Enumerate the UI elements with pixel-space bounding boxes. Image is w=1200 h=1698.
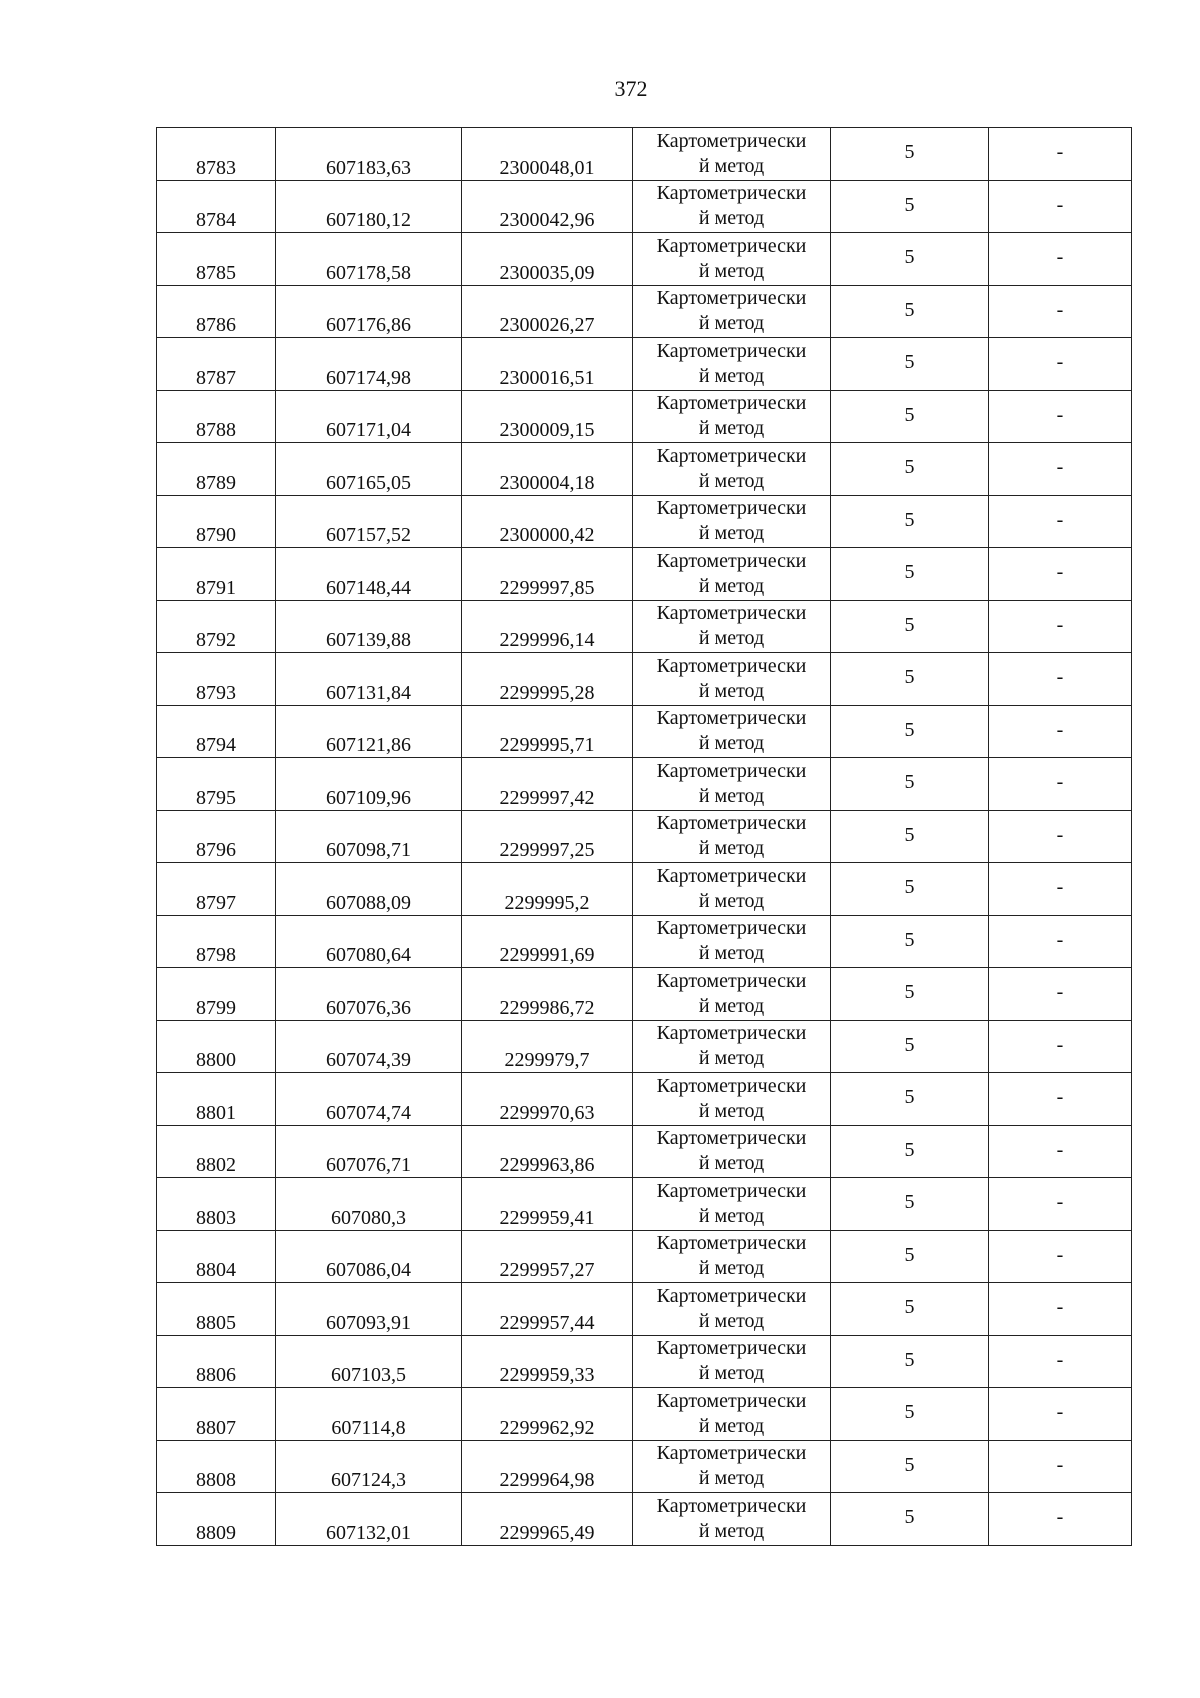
table-row [157,1230,1132,1283]
accuracy-cell: 5 [831,180,989,233]
x-coordinate-cell: 607088,09 [276,863,462,916]
table-row [157,1388,1132,1441]
point-number-cell: 8806 [157,1335,276,1388]
table-row [157,285,1132,338]
point-number-cell: 8788 [157,390,276,443]
method-line-1: Картометрически [656,1389,807,1412]
table-row [157,653,1132,706]
y-coordinate-cell: 2300000,42 [462,495,633,548]
description-cell: - [989,1335,1132,1388]
method-cell [633,1073,831,1126]
x-coordinate-cell: 607148,44 [276,548,462,601]
x-coordinate-cell: 607139,88 [276,600,462,653]
method-cell [633,1335,831,1388]
point-number-cell: 8809 [157,1493,276,1546]
method-cell [633,705,831,758]
coordinates-table-body [157,128,1132,1546]
description-cell: - [989,863,1132,916]
accuracy-cell: 5 [831,443,989,496]
point-number-cell: 8797 [157,863,276,916]
x-coordinate-cell: 607171,04 [276,390,462,443]
y-coordinate-cell: 2300009,15 [462,390,633,443]
x-coordinate-cell: 607174,98 [276,338,462,391]
method-line-1: Картометрически [656,392,807,415]
method-line-2: й метод [698,1204,765,1227]
method-line-2: й метод [698,207,765,230]
x-coordinate-cell: 607086,04 [276,1230,462,1283]
method-cell [633,443,831,496]
table-row [157,1178,1132,1231]
y-coordinate-cell: 2299986,72 [462,968,633,1021]
method-line-2: й метод [698,259,765,282]
x-coordinate-cell: 607178,58 [276,233,462,286]
method-line-1: Картометрически [656,969,807,992]
accuracy-cell: 5 [831,1178,989,1231]
table-row [157,128,1132,181]
description-cell: - [989,338,1132,391]
method-line-1: Картометрически [656,497,807,520]
table-row [157,863,1132,916]
accuracy-cell: 5 [831,1493,989,1546]
y-coordinate-cell: 2299957,44 [462,1283,633,1336]
method-line-1: Картометрически [656,654,807,677]
method-line-1: Картометрически [656,812,807,835]
x-coordinate-cell: 607076,71 [276,1125,462,1178]
point-number-cell: 8787 [157,338,276,391]
point-number-cell: 8808 [157,1440,276,1493]
method-line-1: Картометрически [656,1022,807,1045]
description-cell: - [989,1493,1132,1546]
method-cell [633,810,831,863]
point-number-cell: 8801 [157,1073,276,1126]
method-cell [633,915,831,968]
x-coordinate-cell: 607103,5 [276,1335,462,1388]
accuracy-cell: 5 [831,1073,989,1126]
table-row [157,1073,1132,1126]
y-coordinate-cell: 2299970,63 [462,1073,633,1126]
method-cell [633,495,831,548]
x-coordinate-cell: 607080,64 [276,915,462,968]
x-coordinate-cell: 607074,74 [276,1073,462,1126]
point-number-cell: 8789 [157,443,276,496]
point-number-cell: 8802 [157,1125,276,1178]
method-cell [633,338,831,391]
accuracy-cell: 5 [831,1440,989,1493]
accuracy-cell: 5 [831,1335,989,1388]
method-line-1: Картометрически [656,1494,807,1517]
method-cell [633,968,831,1021]
accuracy-cell: 5 [831,1283,989,1336]
method-line-2: й метод [698,679,765,702]
y-coordinate-cell: 2300035,09 [462,233,633,286]
description-cell: - [989,1020,1132,1073]
table-row [157,1125,1132,1178]
method-cell [633,1283,831,1336]
description-cell: - [989,968,1132,1021]
method-line-1: Картометрически [656,759,807,782]
method-line-1: Картометрически [656,864,807,887]
point-number-cell: 8793 [157,653,276,706]
coordinates-table [156,127,1132,1546]
method-line-2: й метод [698,1519,765,1542]
method-line-1: Картометрически [656,444,807,467]
description-cell: - [989,1283,1132,1336]
method-line-1: Картометрически [656,707,807,730]
accuracy-cell: 5 [831,600,989,653]
table-row [157,1020,1132,1073]
point-number-cell: 8786 [157,285,276,338]
y-coordinate-cell: 2299979,7 [462,1020,633,1073]
accuracy-cell: 5 [831,915,989,968]
method-line-1: Картометрически [656,602,807,625]
table-row [157,338,1132,391]
x-coordinate-cell: 607093,91 [276,1283,462,1336]
table-row [157,443,1132,496]
method-line-2: й метод [698,312,765,335]
x-coordinate-cell: 607121,86 [276,705,462,758]
description-cell: - [989,390,1132,443]
method-line-1: Картометрически [656,1127,807,1150]
method-line-2: й метод [698,837,765,860]
y-coordinate-cell: 2299997,85 [462,548,633,601]
method-cell [633,1230,831,1283]
method-cell [633,285,831,338]
method-line-2: й метод [698,574,765,597]
y-coordinate-cell: 2300026,27 [462,285,633,338]
table-row [157,1440,1132,1493]
description-cell: - [989,1388,1132,1441]
point-number-cell: 8799 [157,968,276,1021]
method-line-1: Картометрически [656,1074,807,1097]
x-coordinate-cell: 607080,3 [276,1178,462,1231]
accuracy-cell: 5 [831,705,989,758]
point-number-cell: 8785 [157,233,276,286]
method-line-2: й метод [698,1152,765,1175]
method-cell [633,1440,831,1493]
method-line-2: й метод [698,469,765,492]
y-coordinate-cell: 2299997,42 [462,758,633,811]
method-line-2: й метод [698,1414,765,1437]
method-cell [633,600,831,653]
y-coordinate-cell: 2299963,86 [462,1125,633,1178]
point-number-cell: 8792 [157,600,276,653]
method-line-1: Картометрически [656,1284,807,1307]
x-coordinate-cell: 607165,05 [276,443,462,496]
table-row [157,915,1132,968]
accuracy-cell: 5 [831,495,989,548]
method-line-2: й метод [698,1099,765,1122]
method-line-1: Картометрически [656,339,807,362]
method-line-2: й метод [698,1362,765,1385]
method-line-2: й метод [698,1257,765,1280]
method-line-1: Картометрически [656,549,807,572]
accuracy-cell: 5 [831,968,989,1021]
x-coordinate-cell: 607076,36 [276,968,462,1021]
accuracy-cell: 5 [831,1020,989,1073]
method-cell [633,548,831,601]
method-cell [633,1178,831,1231]
method-line-2: й метод [698,1309,765,1332]
method-line-2: й метод [698,784,765,807]
y-coordinate-cell: 2299959,33 [462,1335,633,1388]
description-cell: - [989,495,1132,548]
x-coordinate-cell: 607176,86 [276,285,462,338]
accuracy-cell: 5 [831,390,989,443]
y-coordinate-cell: 2299995,2 [462,863,633,916]
method-cell [633,1020,831,1073]
point-number-cell: 8784 [157,180,276,233]
method-line-2: й метод [698,522,765,545]
method-line-1: Картометрически [656,1337,807,1360]
accuracy-cell: 5 [831,285,989,338]
method-cell [633,180,831,233]
y-coordinate-cell: 2299995,28 [462,653,633,706]
y-coordinate-cell: 2300004,18 [462,443,633,496]
description-cell: - [989,915,1132,968]
method-line-2: й метод [698,1467,765,1490]
method-cell [633,128,831,181]
table-row [157,495,1132,548]
table-row [157,758,1132,811]
point-number-cell: 8804 [157,1230,276,1283]
method-line-1: Картометрически [656,129,807,152]
method-line-2: й метод [698,994,765,1017]
point-number-cell: 8790 [157,495,276,548]
method-line-2: й метод [698,1047,765,1070]
description-cell: - [989,653,1132,706]
method-line-2: й метод [698,154,765,177]
accuracy-cell: 5 [831,758,989,811]
method-line-2: й метод [698,627,765,650]
description-cell: - [989,180,1132,233]
method-line-2: й метод [698,889,765,912]
x-coordinate-cell: 607124,3 [276,1440,462,1493]
accuracy-cell: 5 [831,1230,989,1283]
x-coordinate-cell: 607098,71 [276,810,462,863]
table-row [157,1283,1132,1336]
method-line-1: Картометрически [656,917,807,940]
accuracy-cell: 5 [831,1388,989,1441]
point-number-cell: 8803 [157,1178,276,1231]
point-number-cell: 8794 [157,705,276,758]
accuracy-cell: 5 [831,653,989,706]
accuracy-cell: 5 [831,1125,989,1178]
method-line-1: Картометрически [656,182,807,205]
y-coordinate-cell: 2299995,71 [462,705,633,758]
method-line-1: Картометрически [656,1179,807,1202]
x-coordinate-cell: 607180,12 [276,180,462,233]
method-cell [633,1388,831,1441]
x-coordinate-cell: 607157,52 [276,495,462,548]
x-coordinate-cell: 607109,96 [276,758,462,811]
method-line-1: Картометрически [656,287,807,310]
table-row [157,1493,1132,1546]
point-number-cell: 8795 [157,758,276,811]
method-cell [633,233,831,286]
method-line-2: й метод [698,364,765,387]
table-row [157,390,1132,443]
method-line-1: Картометрически [656,234,807,257]
y-coordinate-cell: 2299964,98 [462,1440,633,1493]
point-number-cell: 8783 [157,128,276,181]
method-cell [633,863,831,916]
method-cell [633,758,831,811]
description-cell: - [989,1230,1132,1283]
method-cell [633,1125,831,1178]
point-number-cell: 8796 [157,810,276,863]
description-cell: - [989,548,1132,601]
method-cell [633,653,831,706]
description-cell: - [989,1125,1132,1178]
point-number-cell: 8805 [157,1283,276,1336]
y-coordinate-cell: 2299997,25 [462,810,633,863]
method-line-2: й метод [698,417,765,440]
table-row [157,180,1132,233]
x-coordinate-cell: 607074,39 [276,1020,462,1073]
y-coordinate-cell: 2299957,27 [462,1230,633,1283]
table-row [157,810,1132,863]
method-line-2: й метод [698,732,765,755]
y-coordinate-cell: 2300048,01 [462,128,633,181]
accuracy-cell: 5 [831,548,989,601]
x-coordinate-cell: 607183,63 [276,128,462,181]
method-line-2: й метод [698,942,765,965]
y-coordinate-cell: 2299965,49 [462,1493,633,1546]
table-row [157,705,1132,758]
description-cell: - [989,705,1132,758]
y-coordinate-cell: 2300016,51 [462,338,633,391]
point-number-cell: 8800 [157,1020,276,1073]
y-coordinate-cell: 2299996,14 [462,600,633,653]
description-cell: - [989,233,1132,286]
table-row [157,1335,1132,1388]
description-cell: - [989,1073,1132,1126]
page-number: 372 [614,76,648,101]
accuracy-cell: 5 [831,863,989,916]
accuracy-cell: 5 [831,810,989,863]
y-coordinate-cell: 2299991,69 [462,915,633,968]
description-cell: - [989,810,1132,863]
description-cell: - [989,1178,1132,1231]
table-row [157,233,1132,286]
description-cell: - [989,443,1132,496]
table-row [157,548,1132,601]
y-coordinate-cell: 2299959,41 [462,1178,633,1231]
x-coordinate-cell: 607131,84 [276,653,462,706]
point-number-cell: 8798 [157,915,276,968]
description-cell: - [989,285,1132,338]
description-cell: - [989,128,1132,181]
accuracy-cell: 5 [831,233,989,286]
description-cell: - [989,600,1132,653]
description-cell: - [989,758,1132,811]
method-cell [633,1493,831,1546]
method-line-1: Картометрически [656,1442,807,1465]
table-row [157,600,1132,653]
accuracy-cell: 5 [831,128,989,181]
method-line-1: Картометрически [656,1232,807,1255]
x-coordinate-cell: 607114,8 [276,1388,462,1441]
y-coordinate-cell: 2300042,96 [462,180,633,233]
description-cell: - [989,1440,1132,1493]
point-number-cell: 8791 [157,548,276,601]
x-coordinate-cell: 607132,01 [276,1493,462,1546]
y-coordinate-cell: 2299962,92 [462,1388,633,1441]
accuracy-cell: 5 [831,338,989,391]
point-number-cell: 8807 [157,1388,276,1441]
table-row [157,968,1132,1021]
method-cell [633,390,831,443]
